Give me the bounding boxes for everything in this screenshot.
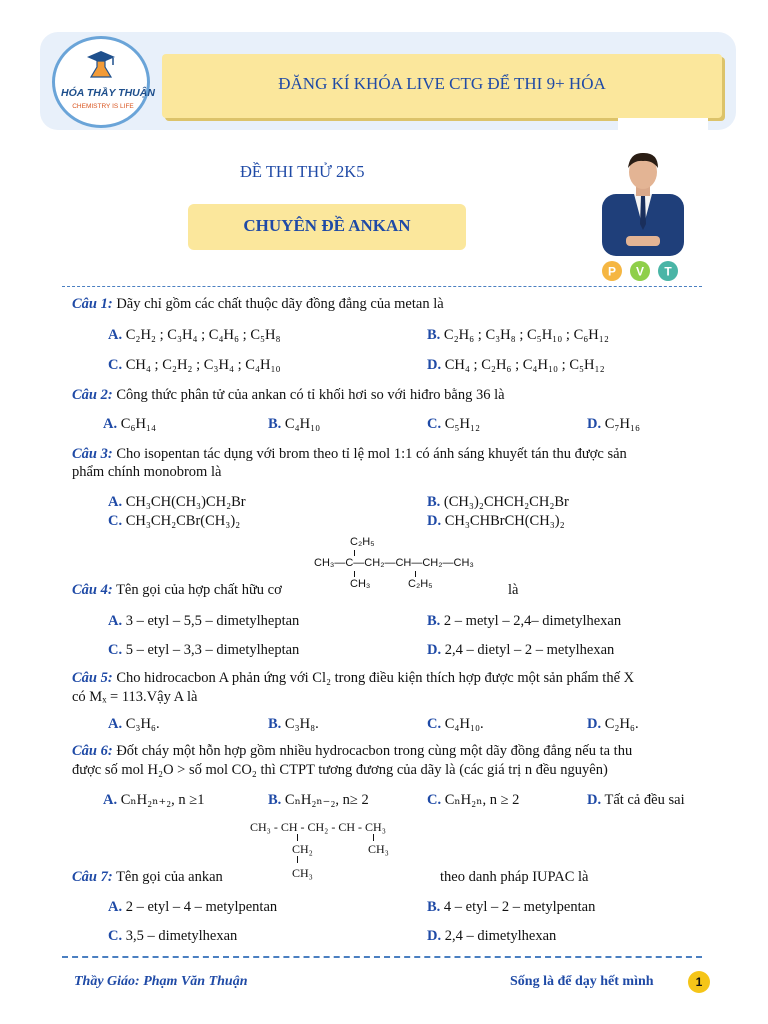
question-text: Dãy chỉ gồm các chất thuộc dãy đồng đẳng của metan là (112, 296, 444, 312)
q7-bond-right (373, 834, 374, 841)
question-4-tail: là (508, 582, 519, 598)
q4-bond-top (354, 550, 355, 556)
top-divider (62, 286, 702, 287)
badge-p: P (607, 264, 617, 279)
q5-option-a[interactable]: A. C₃H₆. (108, 716, 160, 732)
page-number: 1 (688, 971, 710, 993)
footer-slogan: Sống là để dạy hết mình (510, 974, 654, 989)
q3-option-d[interactable]: D. CH₃CHBrCH(CH₃)₂ (427, 513, 565, 529)
q5-option-b[interactable]: B. C₃H₈. (268, 716, 319, 732)
badge-v: V (635, 264, 645, 279)
footer-teacher: Thầy Giáo: Phạm Văn Thuận (74, 974, 248, 989)
question-2: Câu 2: Công thức phân tử của ankan có tỉ khối hơi so với hiđro bằng 36 là (72, 387, 505, 403)
question-3-cont: phẩm chính monobrom là (72, 464, 222, 480)
question-1 (72, 296, 444, 313)
q4-option-a[interactable]: A. 3 – etyl – 5,5 – dimetylheptan (108, 613, 300, 629)
q7-option-b[interactable]: B. 4 – etyl – 2 – metylpentan (427, 899, 596, 915)
badge-t: T (664, 264, 672, 279)
q1-option-c[interactable]: C. CH₄ ; C₂H₂ ; C₃H₄ ; C₄H₁₀ (108, 357, 281, 373)
topic-box (188, 204, 466, 250)
teacher-photo (596, 150, 690, 256)
q4-bond-bottom-right (415, 571, 416, 577)
q7-option-d[interactable]: D. 2,4 – dimetylhexan (427, 928, 557, 944)
q7-struct-main: CH₃ - CH - CH₂ - CH - CH₃ (250, 820, 386, 834)
q7-struct-bottom-left: CH₃ (292, 866, 313, 880)
q2-option-a[interactable]: A. C₆H₁₄ (103, 416, 157, 432)
q3-option-b[interactable]: B. (CH₃)₂CHCH₂CH₂Br (427, 494, 569, 510)
question-label: Câu 1: (72, 296, 113, 312)
q5-option-c[interactable]: C. C₄H₁₀. (427, 716, 484, 732)
question-3: Câu 3: Cho isopentan tác dụng với brom theo tỉ lệ mol 1:1 có ánh sáng khuyết tán thu được sản (72, 446, 627, 462)
banner-text: ĐĂNG KÍ KHÓA LIVE CTG ĐỂ THI 9+ HÓA (278, 74, 606, 93)
question-5: Câu 5: Cho hidrocacbon A phản ứng với Cl₂ trong điều kiện thích hợp được một sản phẩm thế X (72, 670, 635, 686)
footer-divider (62, 956, 702, 958)
q6-option-c[interactable]: C. CₙH₂ₙ, n ≥ 2 (427, 792, 520, 808)
question-5-cont: có Mₓ = 113.Vậy A là (72, 689, 198, 705)
pvt-badges (600, 260, 684, 282)
q7-option-c[interactable]: C. 3,5 – dimetylhexan (108, 928, 238, 944)
q1-option-d[interactable]: D. CH₄ ; C₂H₆ ; C₄H₁₀ ; C₅H₁₂ (427, 357, 605, 373)
flask-logo-icon (77, 49, 125, 79)
q4-struct-main: CH₃—C—CH₂—CH—CH₂—CH₃ (314, 557, 474, 569)
q4-struct-bottom-left: CH₃ (350, 578, 371, 590)
logo-tagline: CHEMISTRY IS LIFE (72, 103, 134, 110)
question-4: Câu 4: Tên gọi của hợp chất hữu cơ (72, 582, 282, 598)
banner-gap (618, 118, 708, 132)
q4-struct-bottom-right: C₂H₅ (408, 578, 433, 590)
logo (52, 36, 155, 128)
q5-option-d[interactable]: D. C₂H₆. (587, 716, 639, 732)
q6-option-a[interactable]: A. CₙH₂ₙ₊₂, n ≥1 (103, 792, 205, 808)
q7-bond-lower (297, 856, 298, 863)
registration-banner[interactable] (162, 54, 722, 118)
q7-option-a[interactable]: A. 2 – etyl – 4 – metylpentan (108, 899, 278, 915)
q4-option-d[interactable]: D. 2,4 – dietyl – 2 – metylhexan (427, 642, 615, 658)
question-6-cont: được số mol H₂O > số mol CO₂ thì CTPT tương đương của dãy là (các giá trị n đều nguyên) (72, 762, 608, 778)
q1-option-b[interactable]: B. C₂H₆ ; C₃H₈ ; C₅H₁₀ ; C₆H₁₂ (427, 327, 609, 343)
q1-option-a[interactable]: A. C₂H₂ ; C₃H₄ ; C₄H₆ ; C₅H₈ (108, 327, 281, 343)
question-7: Câu 7: Tên gọi của ankan (72, 869, 223, 885)
q3-option-c[interactable]: C. CH₃CH₂CBr(CH₃)₂ (108, 513, 241, 529)
q4-option-c[interactable]: C. 5 – etyl – 3,3 – dimetylheptan (108, 642, 300, 658)
topic-title: CHUYÊN ĐỀ ANKAN (243, 216, 411, 235)
q7-bond-left (297, 834, 298, 841)
logo-name: HÓA THẦY THUẬN (61, 87, 155, 99)
q4-bond-bottom-left (354, 571, 355, 577)
question-6: Câu 6: Đốt cháy một hỗn hợp gồm nhiều hydrocacbon trong cùng một dãy đồng đẳng nếu ta thu (72, 743, 633, 759)
q7-struct-mid-left: CH₂ (292, 842, 313, 856)
q4-option-b[interactable]: B. 2 – metyl – 2,4– dimetylhexan (427, 613, 622, 629)
q7-struct-mid-right: CH₃ (368, 842, 389, 856)
q6-option-b[interactable]: B. CₙH₂ₙ₋₂, n≥ 2 (268, 792, 369, 808)
q2-option-b[interactable]: B. C₄H₁₀ (268, 416, 321, 432)
q3-option-a[interactable]: A. CH₃CH(CH₃)CH₂Br (108, 494, 246, 510)
question-7-tail: theo danh pháp IUPAC là (440, 869, 589, 885)
q4-struct-top: C₂H₅ (350, 536, 375, 548)
q2-option-c[interactable]: C. C₅H₁₂ (427, 416, 481, 432)
q2-option-d[interactable]: D. C₇H₁₆ (587, 416, 641, 432)
q6-option-d[interactable]: D. Tất cả đều sai (587, 792, 685, 808)
exam-title: ĐỀ THI THỬ 2K5 (240, 162, 365, 181)
